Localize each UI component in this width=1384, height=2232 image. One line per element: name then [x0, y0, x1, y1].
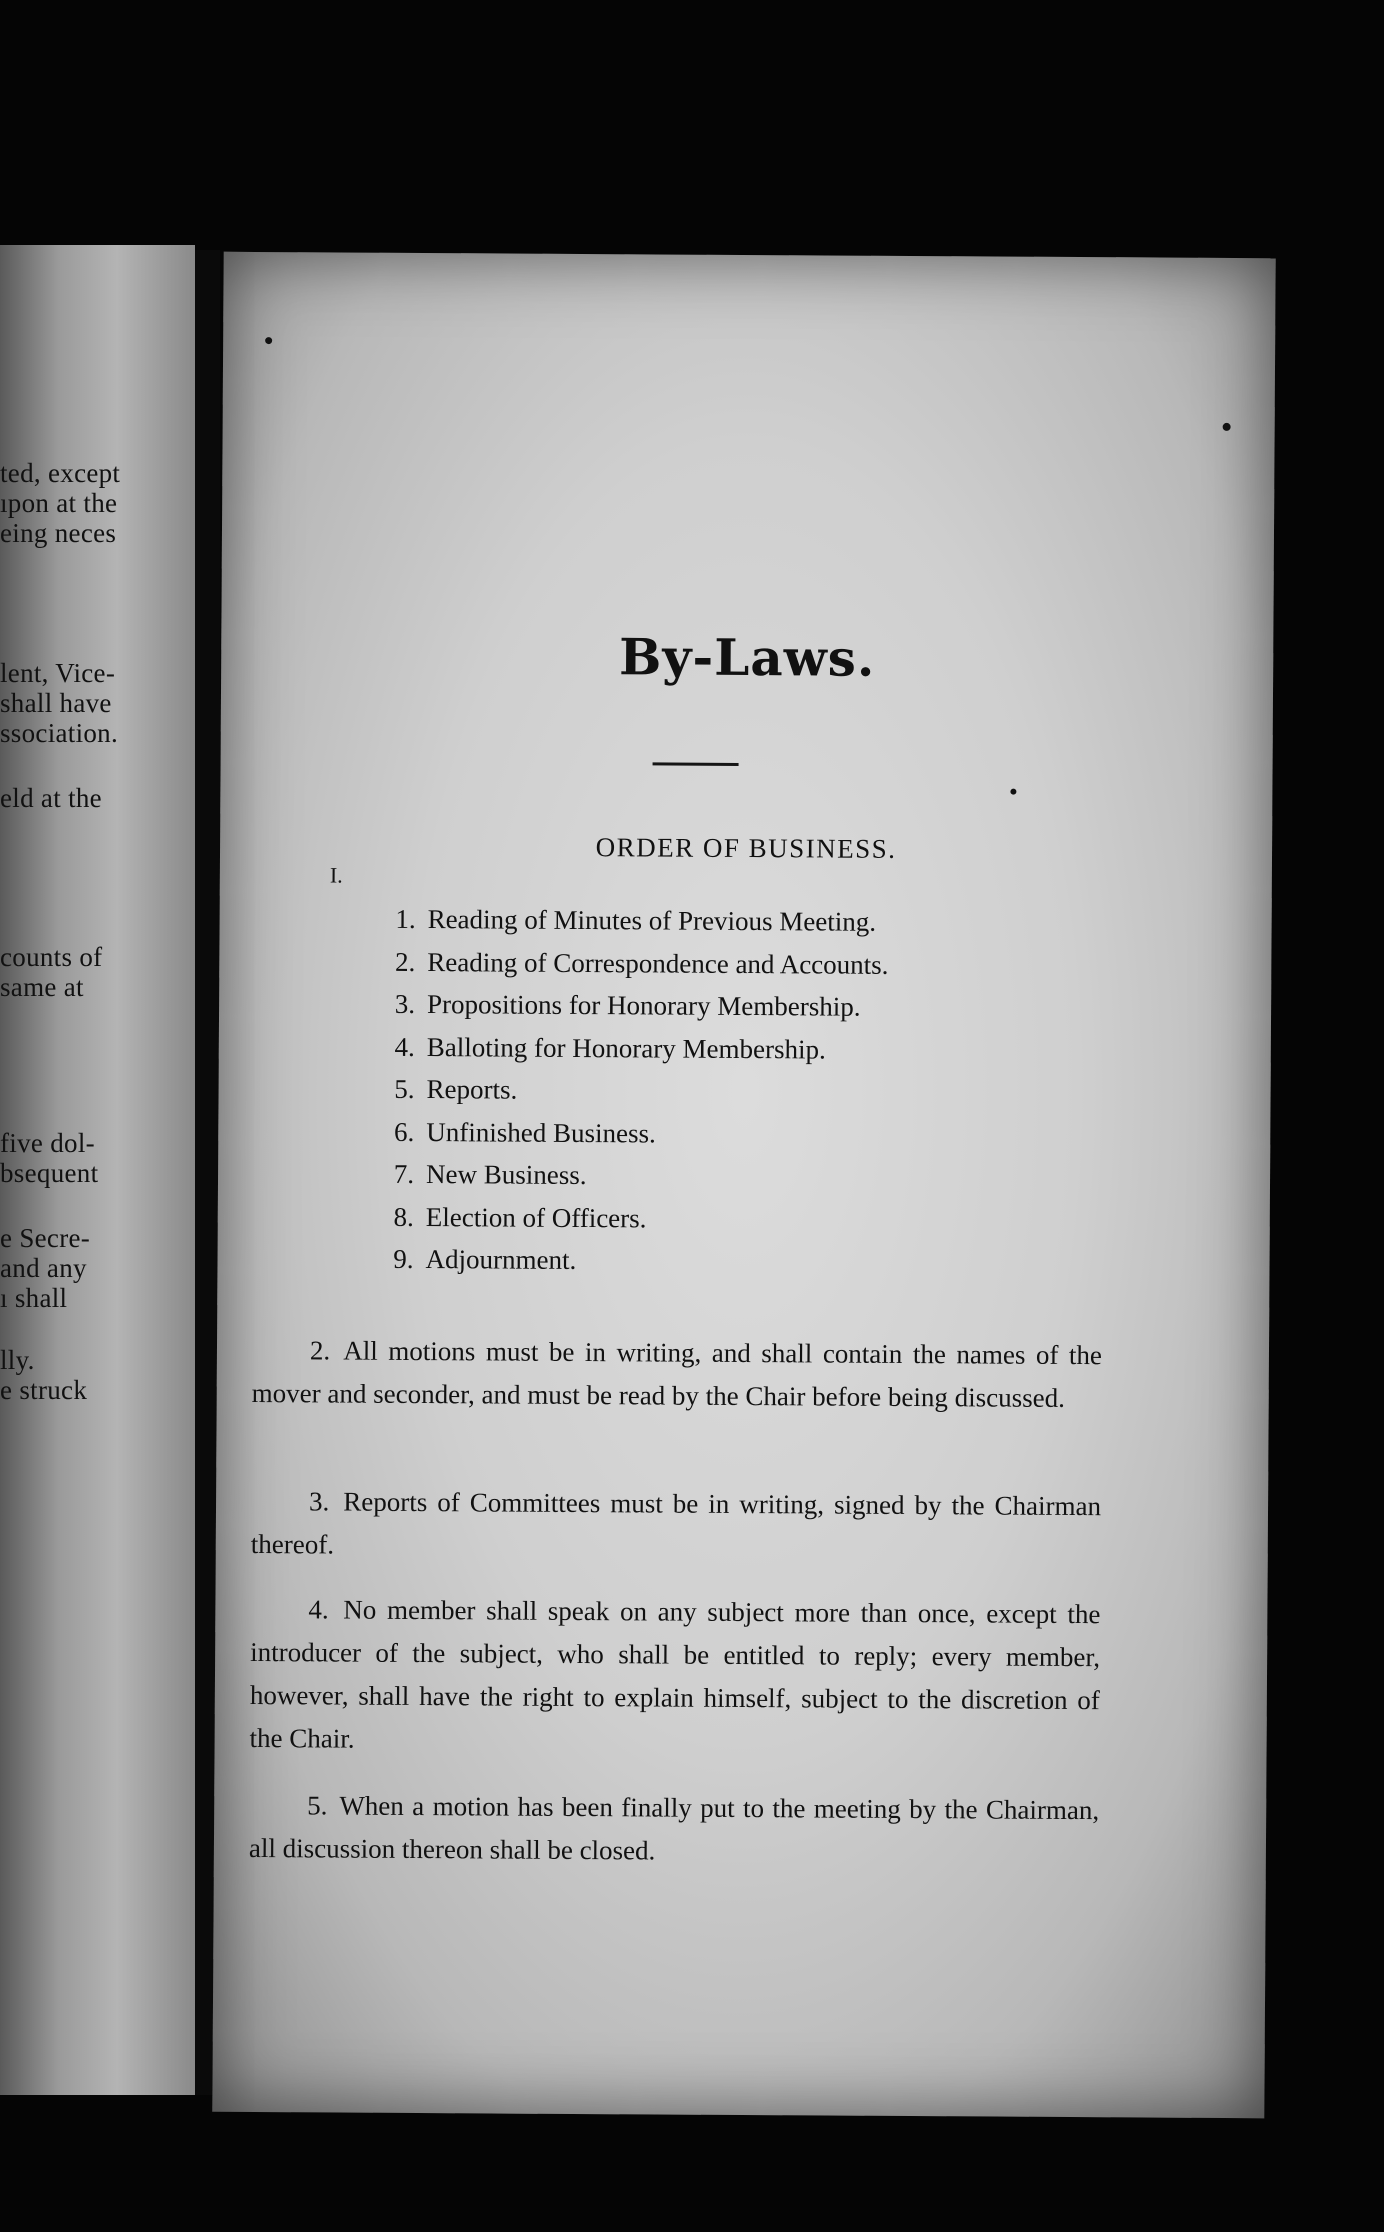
paragraph-number: 5.: [307, 1790, 328, 1821]
item-number: 7.: [393, 1158, 415, 1189]
paragraph-number: 4.: [308, 1594, 329, 1625]
paragraph-text: Reports of Committees must be in writing, signed by the Chairman thereof.: [250, 1486, 1102, 1560]
list-item: [378, 1153, 887, 1199]
left-page-line: ssociation.: [0, 718, 119, 748]
ink-speck: [265, 337, 272, 344]
list-item: [378, 1195, 887, 1241]
item-text: Adjournment.: [425, 1244, 577, 1275]
left-page-line: shall have: [0, 688, 112, 718]
item-number: 8.: [393, 1201, 414, 1232]
item-text: Unfinished Business.: [426, 1116, 656, 1148]
paragraph-text: All motions must be in writing, and shall contain the names of the mover and seconder, and must be read by the Chair before being discussed.: [251, 1335, 1103, 1413]
item-text: Reading of Correspondence and Accounts.: [427, 946, 889, 980]
item-number: 9.: [393, 1243, 414, 1274]
bylaw-paragraph: [249, 1588, 1100, 1765]
left-page-line: lly.: [0, 1345, 35, 1375]
left-page-line: ted, except: [0, 458, 121, 488]
item-number: 3.: [394, 988, 416, 1019]
paragraph-number: 2.: [309, 1335, 331, 1366]
order-of-business-list: [377, 898, 888, 1284]
left-page-line: e struck: [0, 1375, 88, 1405]
left-page-line: counts of: [0, 942, 103, 972]
left-page-line: e Secre-: [0, 1223, 91, 1253]
title-divider: [653, 762, 739, 766]
item-number: 5.: [394, 1073, 415, 1104]
list-item: [379, 983, 888, 1029]
item-text: Reading of Minutes of Previous Meeting.: [427, 904, 877, 937]
paragraph-text: No member shall speak on any subject more than once, except the introducer of the subject, who shall be entitled to reply; every member, however, shall have the right to explain himself, subject to the discretion of the Chair.: [249, 1594, 1101, 1754]
left-page-line: same at: [0, 972, 84, 1002]
bylaw-paragraph: [249, 1784, 1100, 1875]
bylaw-paragraph: [252, 1329, 1103, 1420]
left-page-line: eld at the: [0, 783, 102, 813]
ink-speck: [1223, 423, 1231, 431]
left-page-line: and any: [0, 1253, 87, 1283]
page-title: By-Laws.: [618, 627, 876, 688]
right-page: [212, 252, 1275, 2118]
left-page-line: lent, Vice-: [0, 658, 116, 688]
item-text: Balloting for Honorary Membership.: [426, 1031, 826, 1064]
list-item: [379, 1025, 888, 1071]
bylaw-paragraph: [251, 1480, 1102, 1571]
item-text: Propositions for Honorary Membership.: [427, 989, 861, 1022]
list-item: [379, 940, 888, 986]
item-text: Reports.: [426, 1074, 518, 1105]
paragraph-text: When a motion has been finally put to the meeting by the Chairman, all discussion thereon shall be closed.: [248, 1790, 1100, 1866]
section-heading: ORDER OF BUSINESS.: [595, 832, 897, 864]
left-page: [0, 245, 195, 2095]
list-item: [377, 1238, 886, 1284]
item-text: Election of Officers.: [425, 1201, 647, 1233]
item-number: 1.: [395, 903, 416, 934]
list-item: [378, 1110, 887, 1156]
section-number: I.: [329, 862, 343, 888]
left-page-line: eing neces: [0, 518, 117, 548]
ink-speck: [1010, 789, 1016, 795]
paragraph-number: 3.: [308, 1486, 330, 1517]
left-page-line: bsequent: [0, 1158, 99, 1188]
item-number: 6.: [393, 1116, 415, 1147]
left-page-line: ıpon at the: [0, 488, 118, 518]
item-number: 4.: [394, 1031, 415, 1062]
left-page-line: five dol-: [0, 1128, 95, 1158]
list-item: [379, 898, 888, 944]
item-number: 2.: [395, 946, 416, 977]
list-item: [378, 1068, 887, 1114]
item-text: New Business.: [425, 1159, 587, 1191]
left-page-line: ı shall: [0, 1283, 68, 1313]
